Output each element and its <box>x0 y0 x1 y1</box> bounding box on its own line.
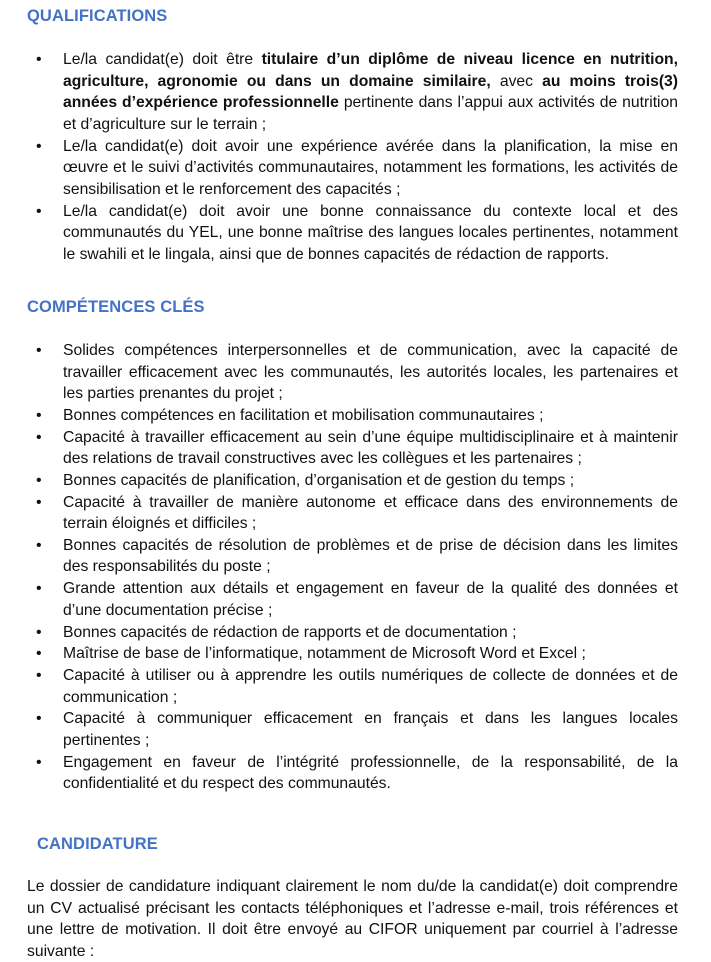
competence-item: • Capacité à travailler efficacement au sein d’une équipe multidisciplinaire et à maintenir des relations de travail constructives avec les collègues et les partenaires ; <box>63 427 678 470</box>
candidature-heading: CANDIDATURE <box>37 835 158 853</box>
competence-item: • Engagement en faveur de l’intégrité professionnelle, de la responsabilité, de la confidentialité et du respect des communautés. <box>63 752 678 795</box>
qualifications-heading: QUALIFICATIONS <box>27 7 168 25</box>
competence-item: • Bonnes capacités de planification, d’organisation et de gestion du temps ; <box>63 470 678 492</box>
competence-item: • Capacité à communiquer efficacement en français et dans les langues locales pertinentes ; <box>63 708 678 751</box>
competence-item: • Bonnes capacités de rédaction de rapports et de documentation ; <box>63 622 678 644</box>
competence-item: • Bonnes capacités de résolution de problèmes et de prise de décision dans les limites des responsabilités du poste ; <box>63 535 678 578</box>
qualifications-list <box>0 49 711 266</box>
qualification-1-text-b: avec <box>490 72 543 90</box>
competences-list <box>0 340 711 795</box>
qualification-1-bold-b: au moins trois(3) années d’expérience professionnelle <box>63 72 678 111</box>
competence-item: • Maîtrise de base de l’informatique, notamment de Microsoft Word et Excel ; <box>63 643 678 665</box>
qualification-1-text-c: pertinente dans l’appui aux activités de nutrition et d’agriculture sur le terrain ; <box>63 94 678 133</box>
qualification-1-text-a: Le/la candidat(e) doit être <box>63 51 262 68</box>
qualification-item-3: • Le/la candidat(e) doit avoir une bonne connaissance du contexte local et des communautés du YEL, une bonne maîtrise des langues locales pertinentes, notamment le swahili et le lingala, ainsi que de bonnes capacités de rédaction de rapports. <box>63 201 678 266</box>
competences-heading: COMPÉTENCES CLÉS <box>27 298 205 316</box>
competence-item: • Solides compétences interpersonnelles et de communication, avec la capacité de travailler efficacement avec les communautés, les autorités locales, les partenaires et les parties prenantes du projet ; <box>63 340 678 405</box>
competence-item: • Bonnes compétences en facilitation et mobilisation communautaires ; <box>63 405 678 427</box>
qualification-item-2: • Le/la candidat(e) doit avoir une expérience avérée dans la planification, la mise en œuvre et le suivi d’activités communautaires, notamment les formations, les activités de sensibilisation et le renforcement des capacités ; <box>63 136 678 201</box>
qualification-item-1 <box>63 49 678 135</box>
competence-item: • Grande attention aux détails et engagement en faveur de la qualité des données et d’une documentation précise ; <box>63 578 678 621</box>
qualification-1-bold-a: titulaire d’un diplôme de niveau licence en nutrition, agriculture, agronomie ou dans un domaine similaire, <box>63 51 678 90</box>
competence-item: • Capacité à travailler de manière autonome et efficace dans des environnements de terrain éloignés et difficiles ; <box>63 492 678 535</box>
candidature-paragraph: Le dossier de candidature indiquant clairement le nom du/de la candidat(e) doit comprendre un CV actualisé précisant les contacts téléphoniques et l’adresse e-mail, trois références et une lettre de motivation. Il doit être envoyé au CIFOR uniquement par courriel à l’adresse suivante : <box>27 878 678 960</box>
competence-item: • Capacité à utiliser ou à apprendre les outils numériques de collecte de données et de communication ; <box>63 665 678 708</box>
